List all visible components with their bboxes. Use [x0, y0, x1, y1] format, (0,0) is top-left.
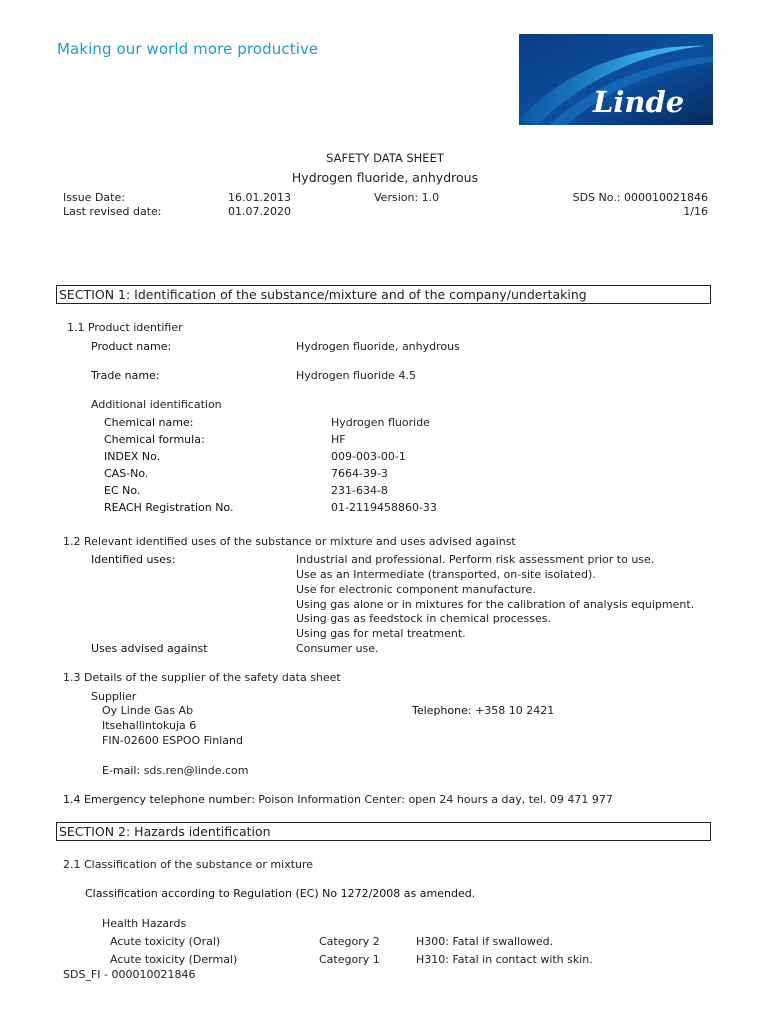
telephone-value: +358 10 2421 [475, 704, 555, 717]
id-label: Chemical name: [104, 416, 194, 429]
subsection-1-1-title: 1.1 Product identifier [67, 321, 183, 334]
identified-use: Using gas as feedstock in chemical processes. [296, 612, 551, 625]
identified-use: Use for electronic component manufacture. [296, 583, 536, 596]
footer-doc-id: SDS_FI - 000010021846 [63, 968, 196, 981]
health-hazards-label: Health Hazards [102, 917, 187, 930]
linde-logo [519, 34, 713, 125]
section-2-heading: SECTION 2: Hazards identification [56, 822, 711, 841]
trade-name-value: Hydrogen fluoride 4.5 [296, 369, 416, 382]
emergency-phone-label: 1.4 Emergency telephone number: [63, 793, 255, 806]
supplier-line: FIN-02600 ESPOO Finland [102, 734, 243, 747]
hazard-name: Acute toxicity (Oral) [110, 935, 221, 948]
subsection-1-3-title: 1.3 Details of the supplier of the safety data sheet [63, 671, 341, 684]
supplier-label: Supplier [91, 690, 137, 703]
page-number: 1/16 [683, 205, 708, 218]
product-name-value: Hydrogen fluoride, anhydrous [296, 340, 460, 353]
id-label: Chemical formula: [104, 433, 205, 446]
product-name-label: Product name: [91, 340, 172, 353]
identified-use: Use as an Intermediate (transported, on-site isolated). [296, 568, 596, 581]
id-label: REACH Registration No. [104, 501, 234, 514]
hazard-category: Category 2 [319, 935, 380, 948]
sds-number: SDS No.: 000010021846 [572, 191, 708, 204]
telephone-label: Telephone: [412, 704, 472, 717]
identified-uses-label: Identified uses: [91, 553, 176, 566]
id-value: 01-2119458860-33 [331, 501, 437, 514]
email-label: E-mail: [102, 764, 141, 777]
id-label: CAS-No. [104, 467, 149, 480]
id-value: 009-003-00-1 [331, 450, 406, 463]
emergency-phone-value: Poison Information Center: open 24 hours a day, tel. 09 471 977 [258, 793, 613, 806]
subsection-1-2-title: 1.2 Relevant identified uses of the substance or mixture and uses advised against [63, 535, 516, 548]
subsection-2-1-title: 2.1 Classification of the substance or mixture [63, 858, 314, 871]
issue-date: 16.01.2013 [228, 191, 291, 204]
identified-use: Industrial and professional. Perform risk assessment prior to use. [296, 553, 655, 566]
version: Version: 1.0 [374, 191, 440, 204]
section-1-heading: SECTION 1: Identification of the substance/mixture and of the company/undertaking [56, 285, 711, 304]
doc-title: SAFETY DATA SHEET [326, 151, 444, 165]
issue-date-label: Issue Date: [63, 191, 125, 204]
uses-advised-against-value: Consumer use. [296, 642, 379, 655]
id-value: 7664-39-3 [331, 467, 388, 480]
hazard-statement: H310: Fatal in contact with skin. [416, 953, 593, 966]
logo-wordmark: Linde [593, 85, 685, 119]
id-value: 231-634-8 [331, 484, 388, 497]
identified-use: Using gas alone or in mixtures for the calibration of analysis equipment. [296, 598, 695, 611]
tagline: Making our world more productive [57, 40, 319, 58]
hazard-category: Category 1 [319, 953, 380, 966]
additional-identification-label: Additional identification [91, 398, 222, 411]
identified-use: Using gas for metal treatment. [296, 627, 466, 640]
id-label: EC No. [104, 484, 141, 497]
id-value: HF [331, 433, 346, 446]
supplier-line: Oy Linde Gas Ab [102, 704, 194, 717]
id-label: INDEX No. [104, 450, 161, 463]
trade-name-label: Trade name: [91, 369, 160, 382]
product-title: Hydrogen fluoride, anhydrous [291, 170, 479, 185]
revised-date-label: Last revised date: [63, 205, 162, 218]
hazard-name: Acute toxicity (Dermal) [110, 953, 238, 966]
revised-date: 01.07.2020 [228, 205, 291, 218]
hazard-statement: H300: Fatal if swallowed. [416, 935, 554, 948]
supplier-line: Itsehallintokuja 6 [102, 719, 197, 732]
uses-advised-against-label: Uses advised against [91, 642, 208, 655]
email-value[interactable]: sds.ren@linde.com [143, 764, 249, 777]
regulation-text: Classification according to Regulation (EC) No 1272/2008 as amended. [85, 887, 476, 900]
id-value: Hydrogen fluoride [331, 416, 430, 429]
